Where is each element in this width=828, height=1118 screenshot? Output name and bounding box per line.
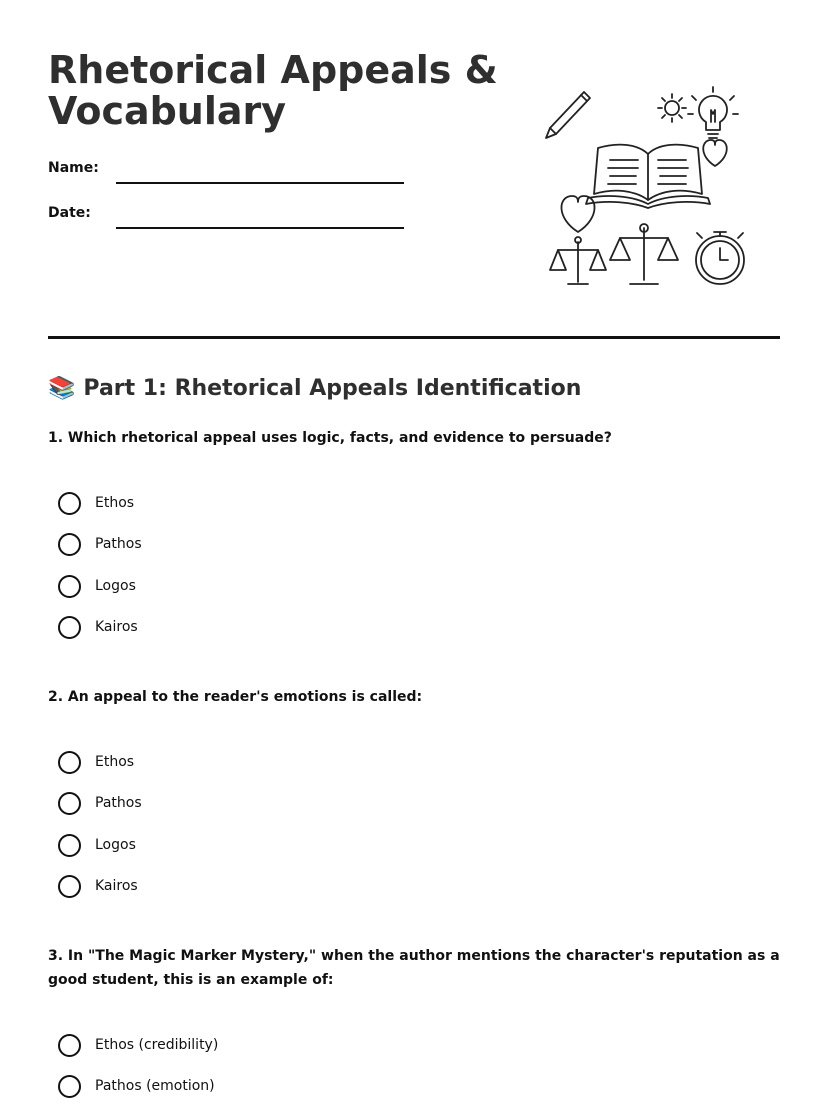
- radio-button[interactable]: [58, 834, 81, 857]
- question-3: 3. In "The Magic Marker Mystery," when the author mentions the character's reputation as a good student, this is an example of:: [48, 948, 780, 988]
- radio-button[interactable]: [58, 1034, 81, 1057]
- option-label: Pathos: [95, 536, 142, 552]
- pencil-icon: [546, 92, 590, 138]
- worksheet-title: [48, 50, 518, 132]
- q2-option-pathos[interactable]: [58, 791, 142, 815]
- lightbulb-icon: [688, 87, 738, 138]
- option-label: Logos: [95, 837, 136, 853]
- radio-button[interactable]: [58, 751, 81, 774]
- radio-button[interactable]: [58, 1075, 81, 1098]
- section-divider: [48, 336, 780, 339]
- radio-button[interactable]: [58, 792, 81, 815]
- open-book-icon: [586, 145, 710, 208]
- title-line-2: Vocabulary: [48, 89, 287, 133]
- option-label: Ethos: [95, 754, 135, 770]
- date-label: Date:: [48, 205, 91, 221]
- scales-icon: [610, 224, 678, 284]
- name-field[interactable]: [116, 182, 404, 184]
- name-label: Name:: [48, 160, 99, 176]
- radio-button[interactable]: [58, 492, 81, 515]
- part-1-title: Part 1: Rhetorical Appeals Identification: [83, 376, 582, 401]
- heart-icon: [703, 140, 727, 166]
- option-label: Kairos: [95, 878, 138, 894]
- option-label: Pathos (emotion): [95, 1078, 215, 1094]
- sun-icon: [658, 94, 686, 122]
- q3-option-pathos[interactable]: [58, 1074, 215, 1098]
- q1-option-kairos[interactable]: [58, 615, 138, 639]
- radio-button[interactable]: [58, 575, 81, 598]
- option-label: Ethos (credibility): [95, 1037, 219, 1053]
- radio-button[interactable]: [58, 533, 81, 556]
- q3-option-ethos[interactable]: [58, 1033, 218, 1057]
- q2-option-kairos[interactable]: [58, 874, 138, 898]
- part-1-heading: [48, 374, 581, 404]
- illustration: [538, 82, 758, 294]
- radio-button[interactable]: [58, 875, 81, 898]
- date-field[interactable]: [116, 227, 404, 229]
- q1-option-ethos[interactable]: [58, 491, 134, 515]
- radio-button[interactable]: [58, 616, 81, 639]
- stopwatch-icon: [696, 232, 744, 284]
- q2-option-ethos[interactable]: [58, 750, 134, 774]
- option-label: Pathos: [95, 795, 142, 811]
- scales-small-icon: [550, 237, 606, 284]
- question-1: 1. Which rhetorical appeal uses logic, facts, and evidence to persuade?: [48, 430, 612, 446]
- question-2: 2. An appeal to the reader's emotions is called:: [48, 689, 423, 705]
- q2-option-logos[interactable]: [58, 833, 136, 857]
- heart-left-icon: [561, 196, 594, 232]
- q1-option-pathos[interactable]: [58, 532, 142, 556]
- option-label: Logos: [95, 578, 136, 594]
- title-line-1: Rhetorical Appeals &: [48, 48, 498, 92]
- option-label: Kairos: [95, 619, 138, 635]
- option-label: Ethos: [95, 495, 135, 511]
- books-icon: 📚: [48, 376, 76, 401]
- q1-option-logos[interactable]: [58, 574, 136, 598]
